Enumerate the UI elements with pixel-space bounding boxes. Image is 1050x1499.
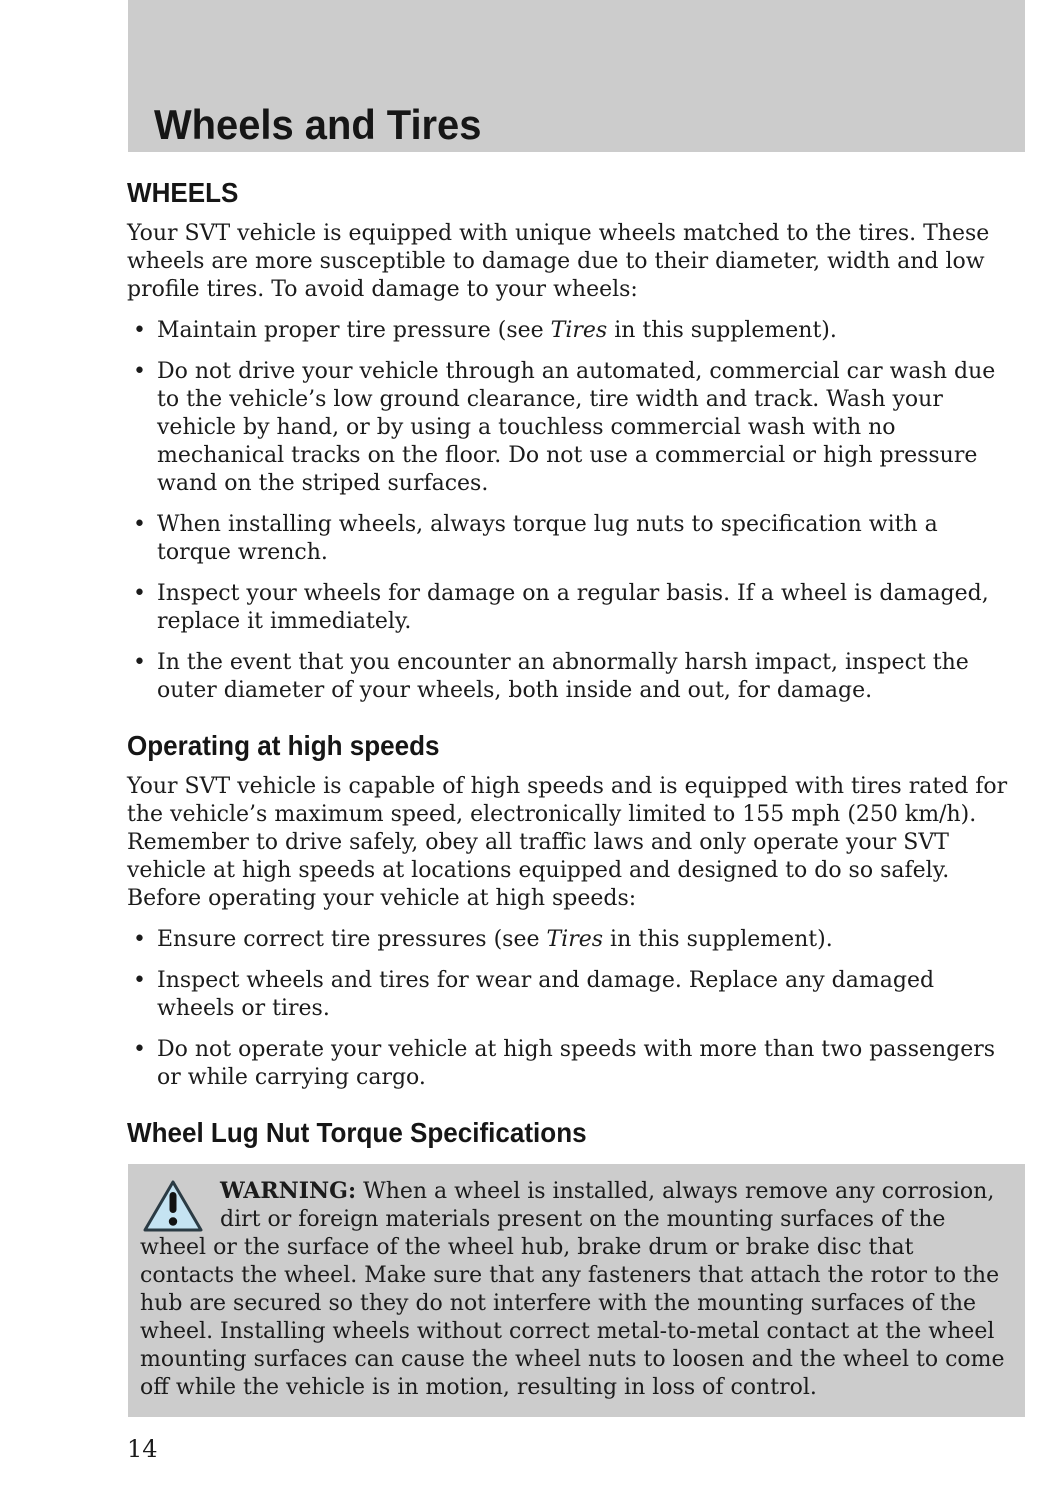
- list-item: • When installing wheels, always torque lug nuts to specification with a torque wrench.: [127, 511, 1010, 567]
- page-body: [127, 178, 1010, 1417]
- bullet-text-italic: Tires: [546, 927, 604, 952]
- chapter-title: [154, 101, 499, 148]
- section-high-speeds: [127, 731, 1010, 1092]
- page-footer: [127, 1435, 1050, 1463]
- bullet-text: in this supplement).: [607, 318, 837, 343]
- bullet-text-italic: Tires: [550, 318, 608, 343]
- warning-text: When a wheel is installed, always remove any corrosion, dirt or foreign materials present on the mounting surfaces of the wheel or the surface of the wheel hub, brake drum or brake disc that contacts the wheel. Make sure that any fasteners that attach the rotor to the hub are secured so they do not interfere with the mounting surfaces of the wheel. Installing wheels without correct metal-to-metal contact at the wheel mounting surfaces can cause the wheel nuts to loosen and the wheel to come off while the vehicle is in motion, resulting in loss of control.: [140, 1179, 1005, 1400]
- section-lug-nut-torque: [127, 1118, 1010, 1417]
- list-item: • Inspect wheels and tires for wear and damage. Replace any damaged wheels or tires.: [127, 967, 1010, 1023]
- high-speeds-heading-text: Operating at high speeds: [127, 730, 440, 761]
- bullet-text: in this supplement).: [603, 927, 833, 952]
- lug-nut-heading: [127, 1118, 1010, 1148]
- wheels-heading: [127, 178, 1010, 208]
- list-item: • In the event that you encounter an abnormally harsh impact, inspect the outer diameter of your wheels, both inside and out, for damage.: [127, 649, 1010, 705]
- warning-paragraph: [140, 1177, 1011, 1402]
- list-item: • Do not operate your vehicle at high speeds with more than two passengers or while carrying cargo.: [127, 1036, 1010, 1092]
- high-speeds-bullet-list: [127, 926, 1010, 1092]
- wheels-heading-text: WHEELS: [127, 177, 239, 208]
- section-wheels: [127, 178, 1010, 705]
- warning-box: [128, 1164, 1025, 1417]
- list-item: [127, 317, 1010, 345]
- list-item: • Do not drive your vehicle through an automated, commercial car wash due to the vehicle’s low ground clearance, tire width and track. Wash your vehicle by hand, or by using a touchless commercial wash with no mechanical tracks on the floor. Do not use a commercial or high pressure wand on the striped surfaces.: [127, 358, 1010, 498]
- high-speeds-intro: Your SVT vehicle is capable of high speeds and is equipped with tires rated for the vehicle’s maximum speed, electronically limited to 155 mph (250 km/h). Remember to drive safely, obey all traffic laws and only operate your SVT vehicle at high speeds at locations equipped and designed to do so safely. Before operating your vehicle at high speeds:: [127, 774, 1008, 911]
- bullet-text: Maintain proper tire pressure (see: [157, 318, 551, 343]
- high-speeds-heading: [127, 731, 1010, 761]
- bullet-text: Ensure correct tire pressures (see: [157, 927, 547, 952]
- warning-triangle-icon: [142, 1179, 204, 1233]
- wheels-intro: Your SVT vehicle is equipped with unique wheels matched to the tires. These wheels are more susceptible to damage due to their diameter, width and low profile tires. To avoid damage to your wheels:: [127, 221, 990, 302]
- list-item: [127, 926, 1010, 954]
- list-item: • Inspect your wheels for damage on a regular basis. If a wheel is damaged, replace it immediately.: [127, 580, 1010, 636]
- wheels-bullet-list: [127, 317, 1010, 705]
- chapter-header-band: [128, 0, 1025, 152]
- page-number: 14: [127, 1435, 158, 1463]
- chapter-title-text: Wheels and Tires: [154, 101, 482, 148]
- lug-nut-heading-text: Wheel Lug Nut Torque Specifications: [127, 1117, 587, 1148]
- warning-label: WARNING:: [220, 1178, 357, 1204]
